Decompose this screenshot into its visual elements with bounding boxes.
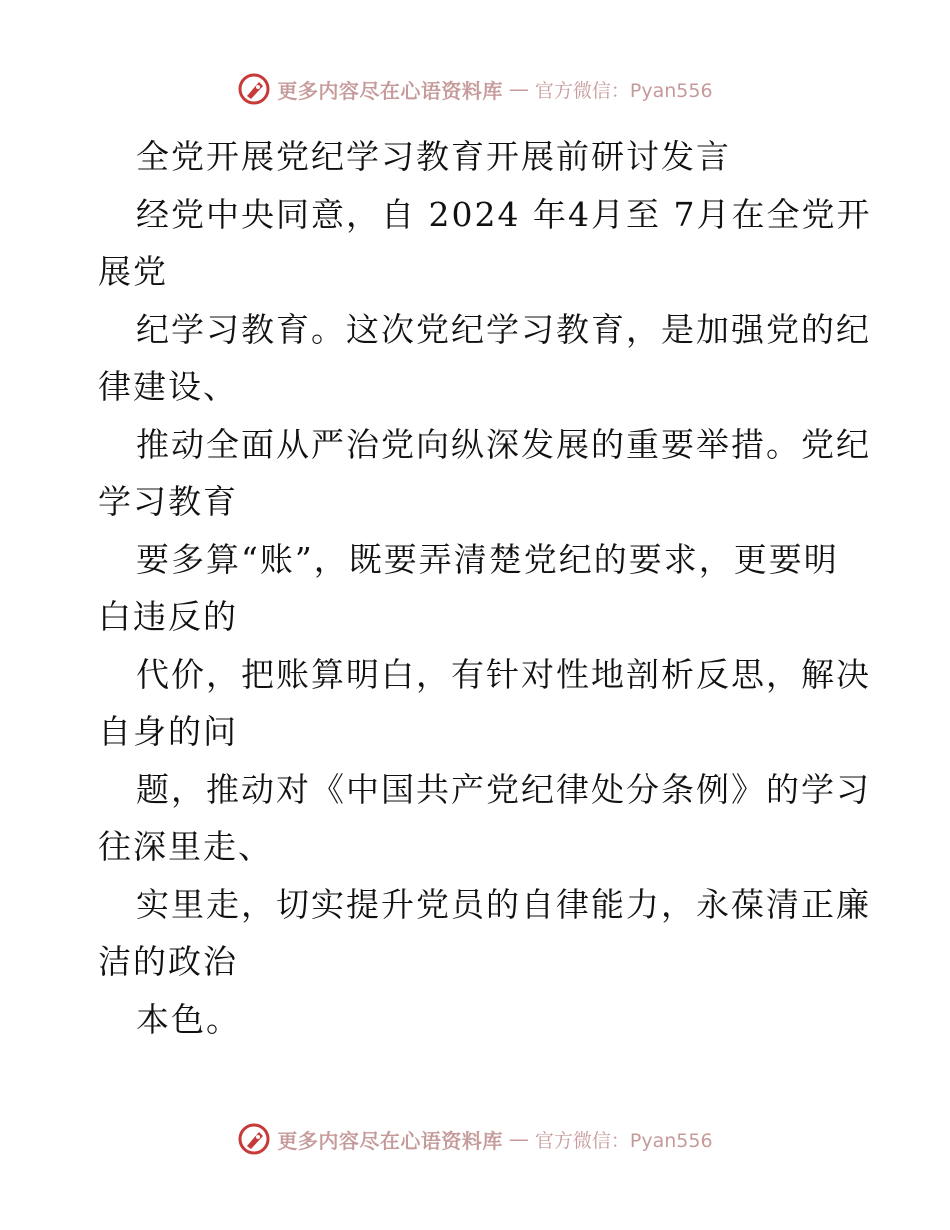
paragraph-line: 代价，把账算明白，有针对性地剖析反思，解决	[136, 654, 871, 694]
paragraph-line: 白违反的	[98, 597, 238, 636]
document-title: 全党开展党纪学习教育开展前研讨发言	[136, 137, 731, 176]
watermark-dash: —	[508, 1127, 529, 1151]
footer-watermark	[0, 1122, 950, 1156]
watermark-wechat-text: 官方微信：Pyan556	[534, 1129, 713, 1152]
header-watermark	[0, 72, 950, 106]
paragraph-line: 洁的政治	[98, 942, 238, 981]
paragraph-line: 题，推动对《中国共产党纪律处分条例》的学习	[136, 769, 871, 809]
paragraph-line: 学习教育	[98, 482, 238, 521]
paragraph-line: 本色。	[136, 999, 241, 1039]
watermark-wechat-text: 官方微信：Pyan556	[534, 79, 713, 102]
pen-nib-logo-icon	[237, 1122, 271, 1156]
paragraph-line: 自身的问	[98, 712, 238, 751]
document-body	[98, 128, 872, 1048]
paragraph-line: 推动全面从严治党向纵深发展的重要举措。党纪	[136, 424, 871, 464]
watermark-main-text: 更多内容尽在心语资料库	[277, 78, 503, 103]
paragraph-line: 实里走，切实提升党员的自律能力，永葆清正廉	[136, 884, 871, 924]
paragraph-line: 纪学习教育。这次党纪学习教育，是加强党的纪	[136, 309, 871, 349]
paragraph-line: 展党	[98, 252, 168, 291]
paragraph-line: 经党中央同意，自 2024 年4月至 7月在全党开	[136, 194, 872, 234]
pen-nib-logo-icon	[237, 72, 271, 106]
paragraph-line: 要多算“账”，既要弄清楚党纪的要求，更要明	[136, 539, 839, 579]
paragraph-line: 往深里走、	[98, 827, 273, 866]
watermark-dash: —	[508, 77, 529, 101]
paragraph-line: 律建设、	[98, 367, 238, 406]
watermark-main-text: 更多内容尽在心语资料库	[277, 1128, 503, 1153]
